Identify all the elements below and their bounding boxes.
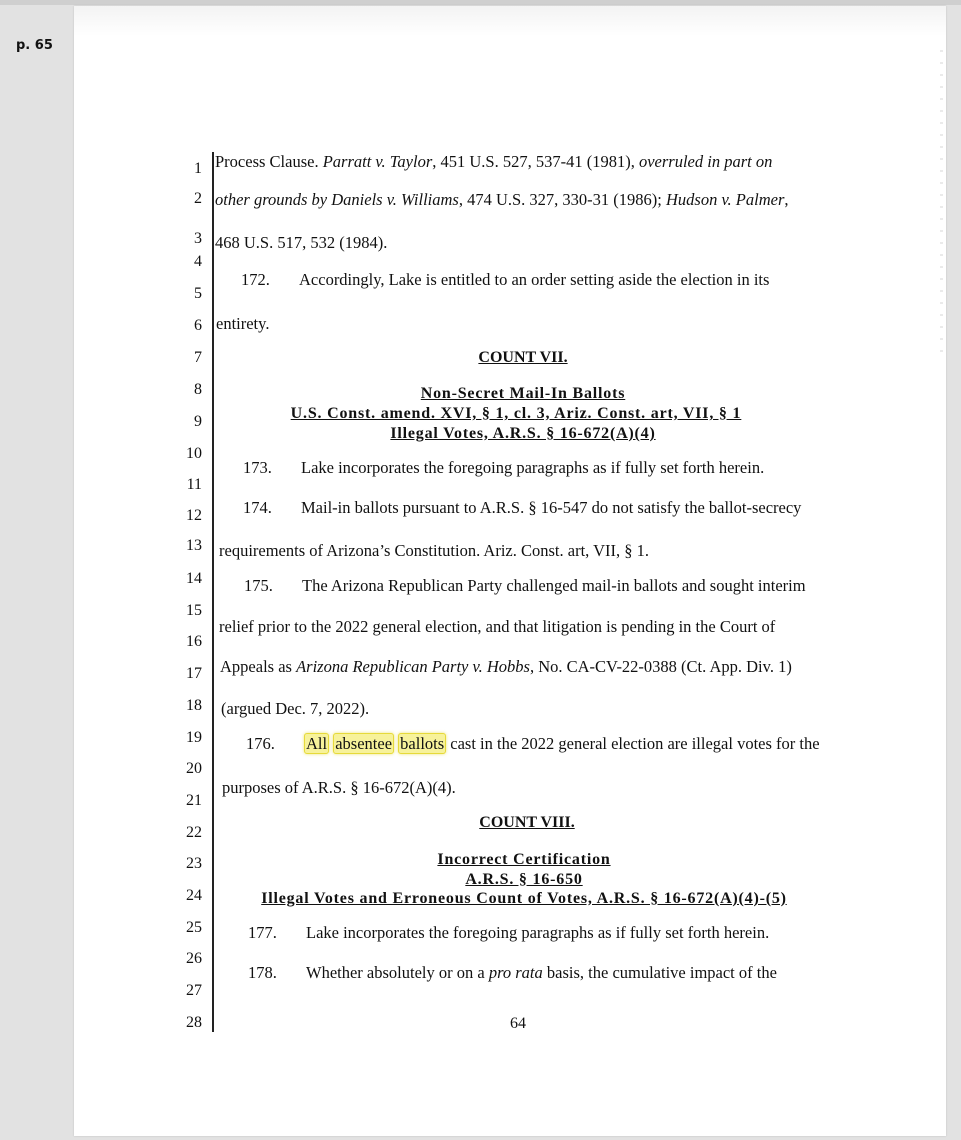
paragraph-175: 175. The Arizona Republican Party challenged mail-in ballots and sought interim [244, 576, 806, 595]
line-number: 19 [186, 729, 202, 746]
line-number: 14 [186, 570, 202, 587]
paragraph-number: 177. [248, 923, 277, 942]
paragraph-175-line-2: relief prior to the 2022 general election, and that litigation is pending in the Court of [219, 617, 776, 636]
line-number: 7 [194, 349, 202, 366]
text-line-1: Process Clause. Parratt v. Taylor, 451 U.S. 527, 537-41 (1981), overruled in part on [215, 152, 773, 171]
line-number: 25 [186, 919, 202, 936]
paragraph-177: 177. Lake incorporates the foregoing paragraphs as if fully set forth herein. [248, 923, 770, 942]
count-viii-title: COUNT VIII. [479, 814, 575, 831]
paragraph-174-cont: requirements of Arizona’s Constitution. Ariz. Const. art, VII, § 1. [219, 541, 650, 560]
line-number: 6 [194, 317, 202, 334]
line-number: 21 [186, 792, 202, 809]
line-number: 20 [186, 760, 202, 777]
paragraph-178: 178. Whether absolutely or on a pro rata basis, the cumulative impact of the [248, 963, 777, 982]
line-number: 4 [194, 253, 202, 270]
count-vii-heading-2: U.S. Const. amend. XVI, § 1, cl. 3, Ariz. Const. art, VII, § 1 [290, 405, 742, 422]
paragraph-number: 178. [248, 963, 277, 982]
line-number: 16 [186, 633, 202, 650]
paragraph-175-line-3: Appeals as Arizona Republican Party v. Hobbs, No. CA-CV-22-0388 (Ct. App. Div. 1) [220, 657, 792, 676]
line-number: 1 [194, 160, 202, 177]
paragraph-172-cont: entirety. [216, 314, 270, 333]
page-label: p. 65 [16, 38, 53, 53]
paragraph-172: 172. Accordingly, Lake is entitled to an order setting aside the election in its [241, 270, 770, 289]
paragraph-176-cont: purposes of A.R.S. § 16-672(A)(4). [222, 778, 456, 797]
paragraph-number: 175. [244, 576, 273, 595]
scrollbar-track[interactable] [940, 40, 943, 360]
text-line-3: 468 U.S. 517, 532 (1984). [215, 233, 388, 252]
count-vii-heading-1: Non-Secret Mail-In Ballots [420, 385, 626, 402]
paragraph-number: 174. [243, 498, 272, 517]
paragraph-174: 174. Mail-in ballots pursuant to A.R.S. § 16-547 do not satisfy the ballot-secrecy [243, 498, 802, 517]
line-number: 28 [186, 1014, 202, 1031]
search-highlight-ballots[interactable]: ballots [400, 734, 445, 753]
paragraph-number: 176. [246, 734, 275, 753]
line-number: 15 [186, 602, 202, 619]
count-viii-heading-3: Illegal Votes and Erroneous Count of Votes, A.R.S. § 16-672(A)(4)-(5) [261, 890, 787, 907]
line-number: 9 [194, 413, 202, 430]
line-number: 24 [186, 887, 202, 904]
search-highlight-absentee[interactable]: absentee [335, 734, 393, 753]
line-number: 8 [194, 381, 202, 398]
page-top-shade [74, 6, 946, 36]
line-number: 18 [186, 697, 202, 714]
line-number: 11 [186, 476, 202, 493]
line-number: 13 [186, 537, 202, 554]
line-number: 27 [186, 982, 202, 999]
line-number: 17 [186, 665, 202, 682]
line-number: 22 [186, 824, 202, 841]
paragraph-175-line-4: (argued Dec. 7, 2022). [221, 699, 370, 718]
count-viii-heading-2: A.R.S. § 16-650 [465, 871, 583, 888]
search-highlight-all[interactable]: All [306, 734, 328, 753]
paragraph-176: 176. All absentee ballots cast in the 2022 general election are illegal votes for the [246, 734, 820, 753]
page-number: 64 [510, 1015, 526, 1032]
line-number: 2 [194, 190, 202, 207]
line-number: 23 [186, 855, 202, 872]
paragraph-number: 173. [243, 458, 272, 477]
paragraph-number: 172. [241, 270, 270, 289]
count-vii-title: COUNT VII. [478, 349, 568, 366]
count-viii-heading-1: Incorrect Certification [437, 851, 611, 868]
line-number: 5 [194, 285, 202, 302]
line-number: 10 [186, 445, 202, 462]
line-number: 3 [194, 230, 202, 247]
paragraph-173: 173. Lake incorporates the foregoing paragraphs as if fully set forth herein. [243, 458, 765, 477]
viewer-top-strip [0, 0, 961, 5]
line-number: 12 [186, 507, 202, 524]
text-line-2: other grounds by Daniels v. Williams, 474 U.S. 327, 330-31 (1986); Hudson v. Palmer, [215, 190, 789, 209]
count-vii-heading-3: Illegal Votes, A.R.S. § 16-672(A)(4) [390, 425, 656, 442]
line-number: 26 [186, 950, 202, 967]
